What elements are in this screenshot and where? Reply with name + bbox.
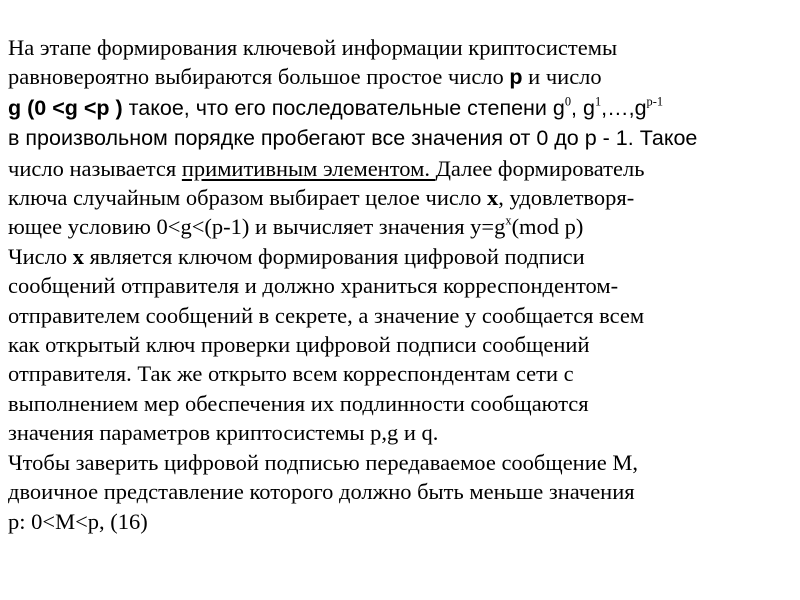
text-line-13	[8, 389, 792, 418]
term-primitive-element: примитивным элементом.	[181, 155, 436, 181]
text-line-12	[8, 359, 792, 388]
line-text: Далее формирователь	[435, 155, 645, 181]
text-line-9	[8, 271, 792, 300]
line-text: отправителя. Так же открыто всем корреспондентам сети с	[8, 361, 574, 387]
line-text: равновероятно выбираются большое простое число	[8, 64, 510, 90]
line-text: в произвольном порядке пробегают все значения от 0 до p - 1. Такое	[8, 126, 698, 151]
line-text: На этапе формирования ключевой информации криптосистемы	[8, 35, 618, 60]
line-text: Число	[8, 243, 73, 269]
superscript: 1	[594, 94, 602, 109]
line-text: , g	[571, 95, 595, 120]
superscript: x	[505, 214, 512, 229]
text-line-6	[8, 183, 792, 212]
superscript: p-1	[646, 94, 664, 109]
text-line-11	[8, 330, 792, 359]
text-line-16	[8, 477, 792, 506]
line-text: является ключом формирования цифровой подписи	[84, 243, 585, 269]
text-line-2	[8, 62, 792, 92]
line-text: сообщений отправителя и должно храниться корреспондентом-	[8, 273, 619, 299]
line-text: как открытый ключ проверки цифровой подписи сообщений	[8, 332, 590, 358]
variable-x: x	[72, 243, 85, 269]
text-line-5	[8, 154, 792, 183]
variable-p: p	[509, 65, 523, 90]
line-text: ключа случайным образом выбирает целое число	[8, 185, 487, 211]
line-text: значения параметров криптосистемы p,g и q.	[8, 420, 439, 446]
line-text: , удовлетворя-	[498, 185, 635, 211]
line-text: и число	[522, 64, 602, 90]
line-text: Чтобы заверить цифровой подписью передаваемое сообщение M,	[8, 449, 639, 475]
variable-x: x	[487, 185, 499, 211]
text-line-17	[8, 507, 792, 536]
line-text: отправителем сообщений в секрете, а значение y сообщается всем	[8, 302, 645, 328]
line-text: двоичное представление которого должно быть меньше значения	[8, 479, 635, 505]
text-line-4	[8, 123, 792, 153]
line-text: ющее условию 0<g<(p-1) и вычисляет значения y=g	[8, 214, 506, 240]
superscript: 0	[564, 94, 572, 109]
line-text: выполнением мер обеспечения их подлинности сообщаются	[8, 390, 589, 416]
line-text: число называется	[8, 155, 182, 181]
slide-text	[8, 33, 792, 536]
text-line-14	[8, 418, 792, 447]
line-text: такое, что его последовательные степени g	[122, 95, 565, 120]
line-text: ,…,g	[601, 95, 647, 120]
text-line-10	[8, 301, 792, 330]
line-text: (mod p)	[511, 214, 584, 240]
text-line-3	[8, 93, 792, 123]
text-line-7	[8, 212, 792, 241]
text-line-8	[8, 242, 792, 271]
text-line-15	[8, 448, 792, 477]
line-text: p: 0<M<p, (16)	[8, 508, 148, 534]
text-line-1	[8, 33, 792, 62]
variable-g-condition: g (0 <g <p )	[8, 95, 123, 120]
